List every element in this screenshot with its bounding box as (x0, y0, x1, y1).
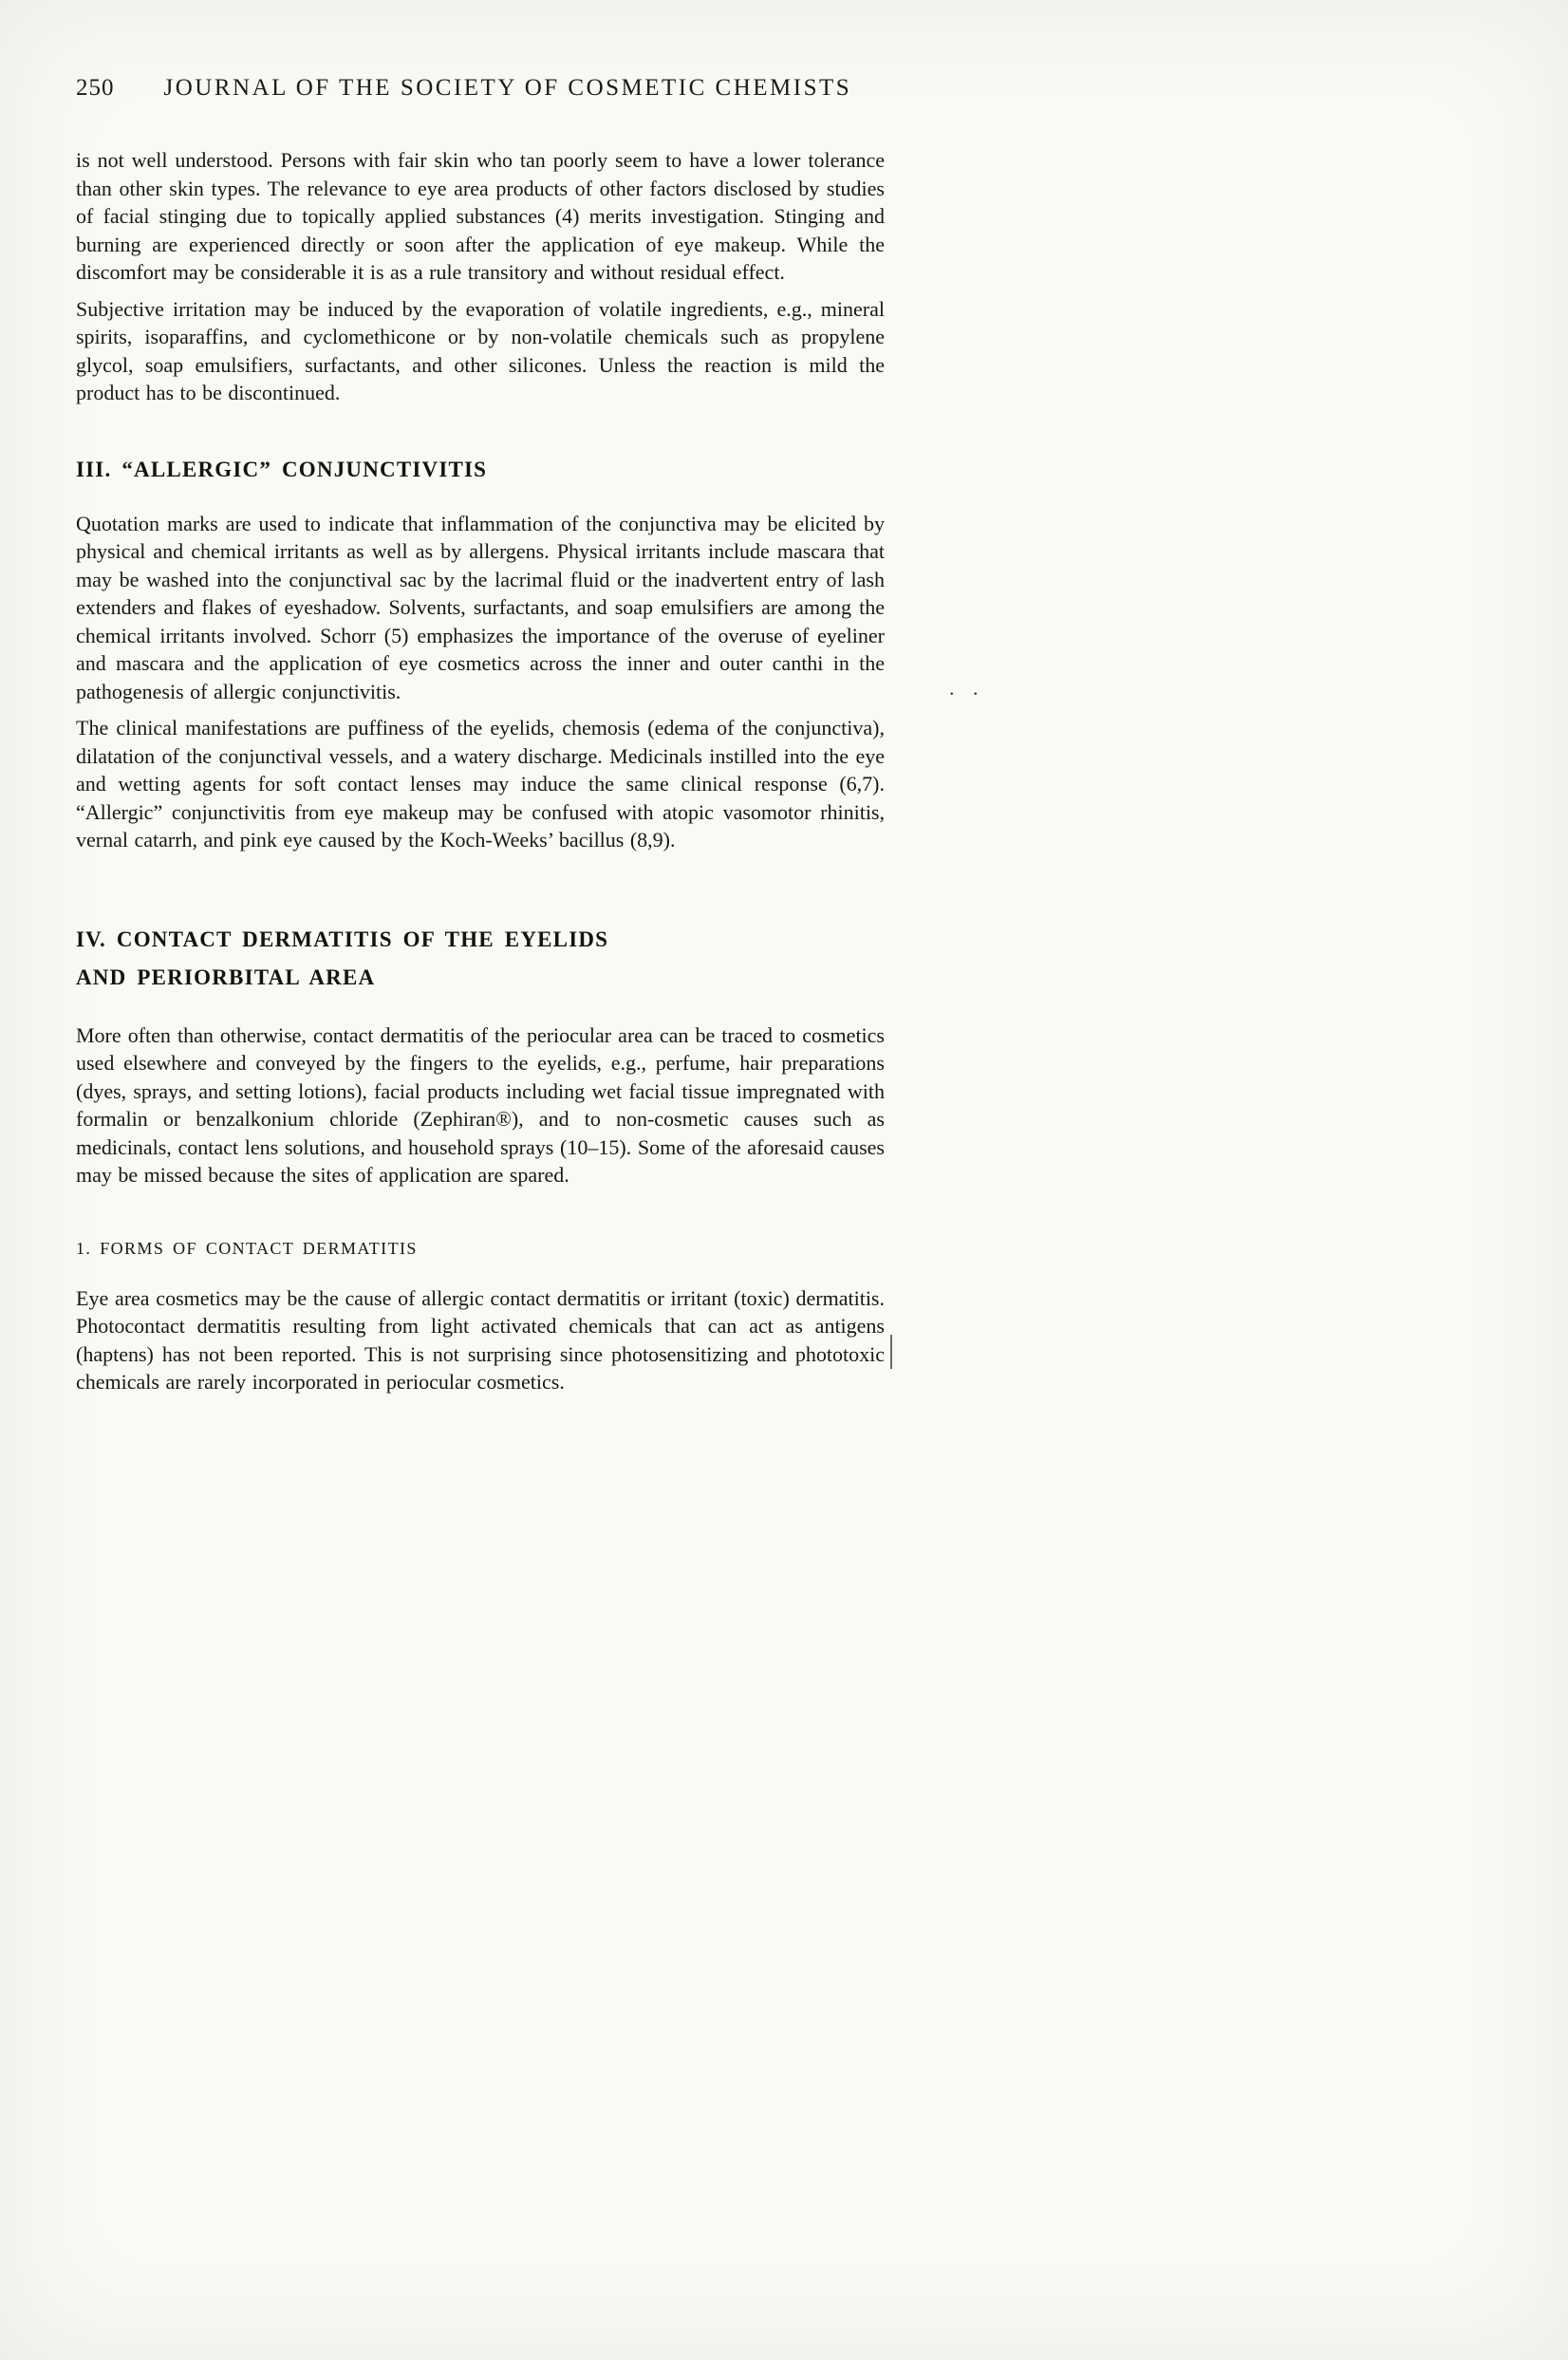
section-heading-iv-contact-dermatitis (76, 921, 885, 997)
journal-title: JOURNAL OF THE SOCIETY OF COSMETIC CHEMISTS (163, 75, 852, 101)
subsection-heading-forms-of-contact-dermatitis: 1. FORMS OF CONTACT DERMATITIS (76, 1238, 418, 1258)
paragraph-subjective-irritation: Subjective irritation may be induced by the evaporation of volatile ingredients, e.g., mineral spirits, isoparaffins, and cyclomethicone or by non-volatile chemicals such as propylene glycol, soap emulsifiers, surfactants, and other silicones. Unless the reaction is mild the product has to be discontinued. (76, 296, 885, 404)
section-heading-iii-allergic-conjunctivitis: III. “ALLERGIC” CONJUNCTIVITIS (76, 457, 488, 481)
page-number: 250 (76, 75, 115, 101)
scan-artifact-dots: . . (949, 676, 985, 700)
scan-artifact-tick (890, 1335, 892, 1369)
paragraph-clinical-manifestations: The clinical manifestations are puffiness of the eyelids, chemosis (edema of the conjunctiva), dilatation of the conjunctival vessels, and a watery discharge. Medicinals instilled into the eye and wetting agents for soft contact lenses may induce the same clinical response (6,7). “Allergic” conjunctivitis from eye makeup may be confused with atopic vasomotor rhinitis, vernal catarrh, and pink eye caused by the Koch-Weeks’ bacillus (8,9). (76, 716, 885, 852)
article-body (76, 146, 885, 1396)
section-heading-iv-line2: AND PERIORBITAL AREA (76, 965, 376, 989)
paragraph-eye-area-cosmetics: Eye area cosmetics may be the cause of allergic contact dermatitis or irritant (toxic) dermatitis. Photocontact dermatitis resulting from light activated chemicals that can act as antigens (haptens) has not been reported. This is not surprising since photosensitizing and phototoxic chemicals are rarely incorporated in periocular cosmetics. (76, 1285, 885, 1394)
paragraph-more-often: More often than otherwise, contact dermatitis of the periocular area can be traced to cosmetics used elsewhere and conveyed by the fingers to the eyelids, e.g., perfume, hair preparations (dyes, sprays, and setting lotions), facial products including wet facial tissue impregnated with formalin or benzalkonium chloride (Zephiran®), and to non-cosmetic causes such as medicinals, contact lens solutions, and household sprays (10–15). Some of the aforesaid causes may be missed because the sites of application are spared. (76, 1022, 885, 1187)
paragraph-intro-continuation: is not well understood. Persons with fair skin who tan poorly seem to have a lower tolerance than other skin types. The relevance to eye area products of other factors disclosed by studies of facial stinging due to topically applied substances (4) merits investigation. Stinging and burning are experienced directly or soon after the application of eye makeup. While the discomfort may be considerable it is as a rule transitory and without residual effect. (76, 148, 885, 284)
paragraph-quotation-marks: Quotation marks are used to indicate that inflammation of the conjunctiva may be elicited by physical and chemical irritants as well as by allergens. Physical irritants include mascara that may be washed into the conjunctival sac by the lacrimal fluid or the inadvertent entry of lash extenders and flakes of eyeshadow. Solvents, surfactants, and soap emulsifiers are among the chemical irritants involved. Schorr (5) emphasizes the importance of the overuse of eyeliner and mascara and the application of eye cosmetics across the inner and outer canthi in the pathogenesis of allergic conjunctivitis. (76, 511, 885, 703)
running-head (76, 74, 1568, 103)
section-heading-iv-line1: IV. CONTACT DERMATITIS OF THE EYELIDS (76, 927, 609, 951)
